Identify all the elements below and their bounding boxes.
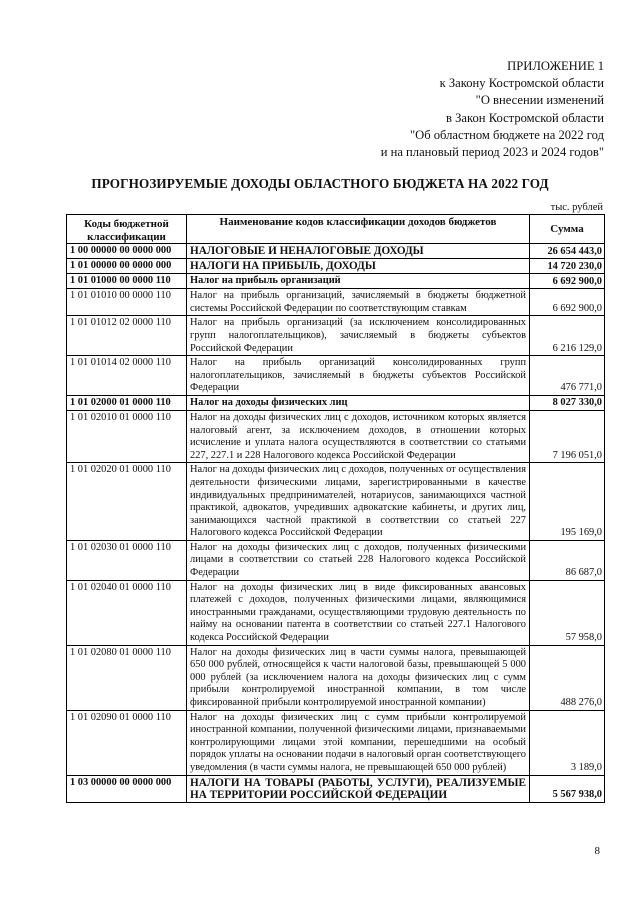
header-line: к Закону Костромской области — [439, 76, 604, 91]
row-sum: 8 027 330,0 — [530, 395, 605, 410]
table-row — [67, 463, 605, 541]
row-name: Налог на прибыль организаций, зачисляемый в бюджеты бюджетной системы Российской Федерации по соответствующим ставкам — [187, 289, 530, 316]
row-code: 1 01 02040 01 0000 110 — [67, 580, 187, 645]
table-row — [67, 580, 605, 645]
column-header-name: Наименование кодов классификации доходов бюджетов — [187, 215, 530, 244]
revenue-table — [66, 214, 605, 803]
header-line: ПРИЛОЖЕНИЕ 1 — [507, 59, 604, 73]
row-code: 1 03 00000 00 0000 000 — [67, 775, 187, 802]
document-title: ПРОГНОЗИРУЕМЫЕ ДОХОДЫ ОБЛАСТНОГО БЮДЖЕТА НА 2022 ГОД — [91, 176, 549, 191]
row-sum: 7 196 051,0 — [530, 410, 605, 462]
row-code: 1 01 02000 01 0000 110 — [67, 395, 187, 410]
table-row — [67, 289, 605, 316]
header-line: и на плановый период 2023 и 2024 годов" — [380, 145, 604, 160]
table-row — [67, 410, 605, 462]
row-sum: 57 958,0 — [530, 580, 605, 645]
row-code: 1 01 01012 02 0000 110 — [67, 316, 187, 356]
row-sum: 6 692 900,0 — [530, 274, 605, 289]
row-name: Налог на доходы физических лиц с доходов, полученных от осуществления деятельности физическими лицами, зарегистрированными в качестве индивидуальных предпринимателей, нотариусов, занимающихся частной практикой, адвокатов, учредивших адвокатские кабинеты, и других лиц, занимающихся частной практикой в соответствии со статьей 227 Налогового кодекса Российской Федерации — [187, 463, 530, 541]
row-code: 1 01 02010 01 0000 110 — [67, 410, 187, 462]
row-name: Налог на доходы физических лиц с доходов, полученных физическими лицами в соответствии со статьей 228 Налогового кодекса Российской Федерации — [187, 540, 530, 580]
row-code: 1 01 02080 01 0000 110 — [67, 645, 187, 710]
table-row — [67, 259, 605, 274]
page-number: 8 — [594, 845, 600, 857]
row-sum: 5 567 938,0 — [530, 775, 605, 802]
units-label: тыс. рублей — [550, 202, 603, 213]
row-sum: 26 654 443,0 — [530, 244, 605, 259]
row-name: Налог на доходы физических лиц с доходов, источником которых является налоговый агент, за исключением доходов, в отношении которых исчисление и уплата налога осуществляются в соответствии со статьями 227, 227.1 и 228 Налогового кодекса Российской Федерации — [187, 410, 530, 462]
row-name: НАЛОГИ НА ТОВАРЫ (РАБОТЫ, УСЛУГИ), РЕАЛИЗУЕМЫЕ НА ТЕРРИТОРИИ РОССИЙСКОЙ ФЕДЕРАЦИИ — [187, 775, 530, 802]
row-sum: 488 276,0 — [530, 645, 605, 710]
row-name: Налог на прибыль организаций (за исключением консолидированных групп налогоплательщиков), зачисляемый в бюджеты субъектов Российской Федерации — [187, 316, 530, 356]
row-name: НАЛОГОВЫЕ И НЕНАЛОГОВЫЕ ДОХОДЫ — [187, 244, 530, 259]
row-code: 1 01 00000 00 0000 000 — [67, 259, 187, 274]
table-row — [67, 356, 605, 396]
column-header-sum: Сумма — [530, 215, 605, 244]
table-row — [67, 775, 605, 802]
header-line: в Закон Костромской области — [446, 110, 604, 125]
row-sum: 3 189,0 — [530, 710, 605, 775]
table-row — [67, 540, 605, 580]
row-code: 1 00 00000 00 0000 000 — [67, 244, 187, 259]
row-code: 1 01 01010 00 0000 110 — [67, 289, 187, 316]
table-row — [67, 244, 605, 259]
row-sum: 86 687,0 — [530, 540, 605, 580]
row-name: Налог на доходы физических лиц с сумм прибыли контролируемой иностранной компании, полученной физическими лицами, признаваемыми контролирующими лицами этой компании, перешедшими на особый порядок уплаты на основании подачи в налоговый орган соответствующего уведомления (в части суммы налога, не превышающей 650 000 рублей) — [187, 710, 530, 775]
table-row — [67, 316, 605, 356]
row-sum: 6 216 129,0 — [530, 316, 605, 356]
appendix-header — [381, 58, 604, 161]
column-header-code: Коды бюджетной классификации — [67, 215, 187, 244]
row-code: 1 01 01000 00 0000 110 — [67, 274, 187, 289]
row-name: Налог на прибыль организаций консолидированных групп налогоплательщиков, зачисляемый в бюджеты субъектов Российской Федерации — [187, 356, 530, 396]
table-row — [67, 395, 605, 410]
row-name: Налог на прибыль организаций — [187, 274, 530, 289]
row-sum: 476 771,0 — [530, 356, 605, 396]
row-name: Налог на доходы физических лиц — [187, 395, 530, 410]
row-sum: 6 692 900,0 — [530, 289, 605, 316]
row-sum: 14 720 230,0 — [530, 259, 605, 274]
row-code: 1 01 02090 01 0000 110 — [67, 710, 187, 775]
row-code: 1 01 02030 01 0000 110 — [67, 540, 187, 580]
header-line: "О внесении изменений — [475, 93, 604, 108]
table-row — [67, 274, 605, 289]
row-name: Налог на доходы физических лиц в части суммы налога, превышающей 650 000 рублей, относящейся к части налоговой базы, превышающей 5 000 000 рублей (за исключением налога на доходы физических лиц с сумм прибыли контролируемой иностранной компании, в том числе фиксированной прибыли контролируемой иностранной компании) — [187, 645, 530, 710]
row-name: Налог на доходы физических лиц в виде фиксированных авансовых платежей с доходов, полученных физическими лицами, являющимися иностранными гражданами, осуществляющими трудовую деятельность по найму на основании патента в соответствии со статьей 227.1 Налогового кодекса Российской Федерации — [187, 580, 530, 645]
table-row — [67, 710, 605, 775]
row-code: 1 01 02020 01 0000 110 — [67, 463, 187, 541]
row-name: НАЛОГИ НА ПРИБЫЛЬ, ДОХОДЫ — [187, 259, 530, 274]
row-sum: 195 169,0 — [530, 463, 605, 541]
row-code: 1 01 01014 02 0000 110 — [67, 356, 187, 396]
table-row — [67, 645, 605, 710]
header-line: "Об областном бюджете на 2022 год — [409, 127, 604, 142]
